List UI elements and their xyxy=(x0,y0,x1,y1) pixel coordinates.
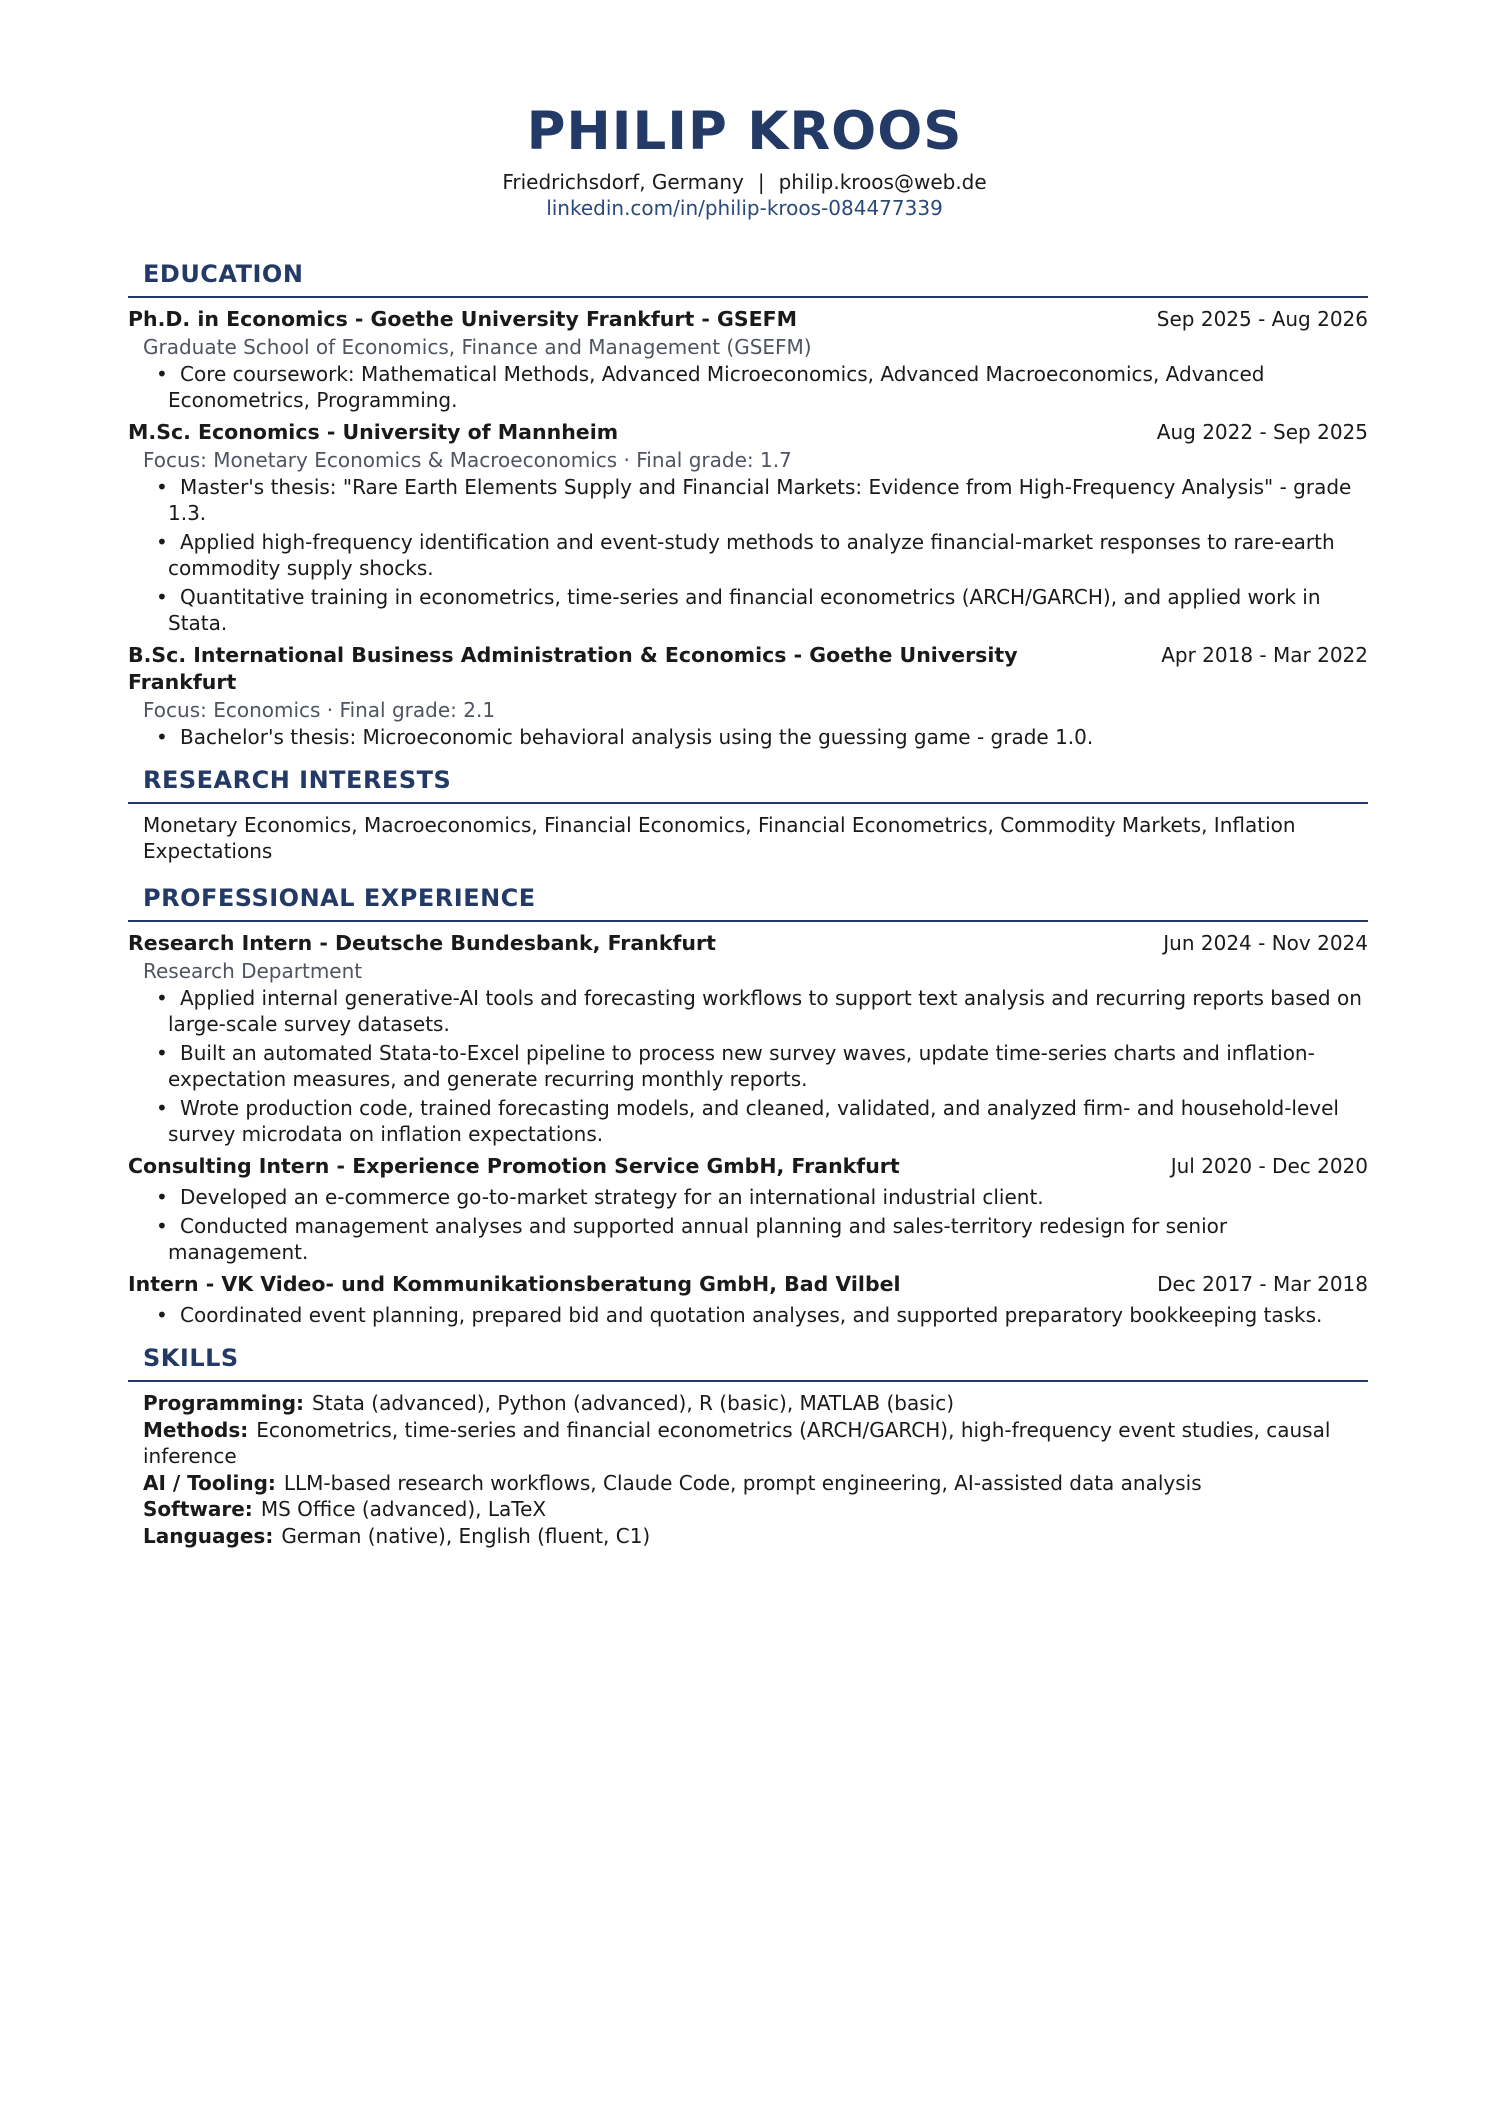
section-divider xyxy=(128,920,1368,922)
education-entry xyxy=(128,642,1368,750)
skill-label: Programming: xyxy=(143,1391,305,1415)
skill-label: Languages: xyxy=(143,1523,274,1548)
bullet-item: • Bachelor's thesis: Microeconomic behavioral analysis using the guessing game - grade 1.0. xyxy=(156,724,1368,750)
skill-value: LLM-based research workflows, Claude Code, prompt engineering, AI-assisted data analysis xyxy=(283,1470,1202,1495)
education-entry xyxy=(128,419,1368,636)
entry-subtitle: Focus: Economics · Final grade: 2.1 xyxy=(143,698,496,722)
entry-title: Ph.D. in Economics - Goethe University Frankfurt - GSEFM xyxy=(128,307,798,331)
entry-title: M.Sc. Economics - University of Mannheim xyxy=(128,420,619,444)
skill-value: German (native), English (fluent, C1) xyxy=(281,1523,651,1548)
experience-section xyxy=(128,882,1368,1328)
bullet-item: • Core coursework: Mathematical Methods, Advanced Microeconomics, Advanced Macroeconomics, Advanced Econometrics, Programming. xyxy=(156,361,1368,413)
section-divider xyxy=(128,802,1368,804)
experience-entry xyxy=(128,930,1368,1147)
resume-content xyxy=(128,258,1368,1549)
bullet-item: • Coordinated event planning, prepared bid and quotation analyses, and supported preparatory bookkeeping tasks. xyxy=(156,1302,1368,1328)
bullet-item: • Developed an e-commerce go-to-market strategy for an international industrial client. xyxy=(156,1184,1368,1210)
entry-date: Aug 2022 - Sep 2025 xyxy=(1156,420,1368,444)
entry-title: Research Intern - Deutsche Bundesbank, Frankfurt xyxy=(128,931,716,955)
skill-label: Software: xyxy=(143,1497,253,1521)
candidate-name: PHILIP KROOS xyxy=(526,101,963,162)
linkedin-link[interactable]: linkedin.com/in/philip-kroos-084477339 xyxy=(546,196,943,220)
experience-entry xyxy=(128,1153,1368,1265)
section-title-experience: PROFESSIONAL EXPERIENCE xyxy=(143,884,536,912)
entry-title: B.Sc. International Business Administration & Economics - Goethe University Frankfurt xyxy=(128,643,1018,694)
entry-subtitle: Focus: Monetary Economics & Macroeconomics · Final grade: 1.7 xyxy=(143,448,792,472)
skill-value: Stata (advanced), Python (advanced), R (basic), MATLAB (basic) xyxy=(312,1391,955,1415)
bullet-item: • Applied high-frequency identification and event-study methods to analyze financial-market responses to rare-earth commodity supply shocks. xyxy=(156,529,1368,581)
entry-date: Jun 2024 - Nov 2024 xyxy=(1163,931,1368,955)
skill-label: AI / Tooling: xyxy=(143,1470,276,1495)
bullet-item: • Applied internal generative-AI tools and forecasting workflows to support text analysis and recurring reports based on large-scale survey datasets. xyxy=(156,985,1368,1037)
bullet-item: • Master's thesis: "Rare Earth Elements Supply and Financial Markets: Evidence from High-Frequency Analysis" - grade 1.3. xyxy=(156,474,1368,526)
skill-value: Econometrics, time-series and financial econometrics (ARCH/GARCH), high-frequency event studies, causal inference xyxy=(143,1417,1331,1468)
research-interests-text: Monetary Economics, Macroeconomics, Financial Economics, Financial Econometrics, Commodity Markets, Inflation Expectations xyxy=(143,813,1296,863)
section-title-research: RESEARCH INTERESTS xyxy=(143,766,452,794)
education-entry xyxy=(128,306,1368,413)
skills-section xyxy=(128,1342,1368,1549)
skill-row xyxy=(128,1470,1368,1497)
bullet-item: • Quantitative training in econometrics, time-series and financial econometrics (ARCH/GARCH), and applied work in Stata. xyxy=(156,584,1368,636)
skill-value: MS Office (advanced), LaTeX xyxy=(260,1497,547,1521)
research-section xyxy=(128,764,1368,864)
experience-entry xyxy=(128,1271,1368,1328)
bullet-item: • Conducted management analyses and supported annual planning and sales-territory redesign for senior management. xyxy=(156,1213,1368,1265)
education-section xyxy=(128,258,1368,750)
section-divider xyxy=(128,296,1368,298)
section-title-skills: SKILLS xyxy=(143,1344,239,1372)
location: Friedrichsdorf, Germany xyxy=(502,170,744,194)
bullet-item: • Wrote production code, trained forecasting models, and cleaned, validated, and analyzed firm- and household-level survey microdata on inflation expectations. xyxy=(156,1095,1368,1147)
entry-subtitle: Research Department xyxy=(143,959,363,983)
entry-subtitle: Graduate School of Economics, Finance and Management (GSEFM) xyxy=(143,335,812,359)
contact-separator: | xyxy=(757,170,765,194)
skill-row xyxy=(128,1496,1368,1523)
skill-row xyxy=(128,1523,1368,1550)
section-title-education: EDUCATION xyxy=(143,260,304,288)
email-link[interactable]: philip.kroos@web.de xyxy=(778,170,987,194)
skill-row xyxy=(128,1417,1368,1470)
entry-date: Apr 2018 - Mar 2022 xyxy=(1161,643,1368,667)
entry-title: Consulting Intern - Experience Promotion Service GmbH, Frankfurt xyxy=(128,1154,900,1178)
contact-line xyxy=(0,169,1489,195)
entry-date: Dec 2017 - Mar 2018 xyxy=(1157,1272,1368,1296)
skill-row xyxy=(128,1390,1368,1417)
entry-title: Intern - VK Video- und Kommunikationsberatung GmbH, Bad Vilbel xyxy=(128,1272,901,1296)
skill-label: Methods: xyxy=(143,1417,249,1442)
entry-date: Sep 2025 - Aug 2026 xyxy=(1156,307,1368,331)
bullet-item: • Built an automated Stata-to-Excel pipeline to process new survey waves, update time-series charts and inflation-expectation measures, and generate recurring monthly reports. xyxy=(156,1040,1368,1092)
section-divider xyxy=(128,1380,1368,1382)
entry-date: Jul 2020 - Dec 2020 xyxy=(1170,1154,1368,1178)
